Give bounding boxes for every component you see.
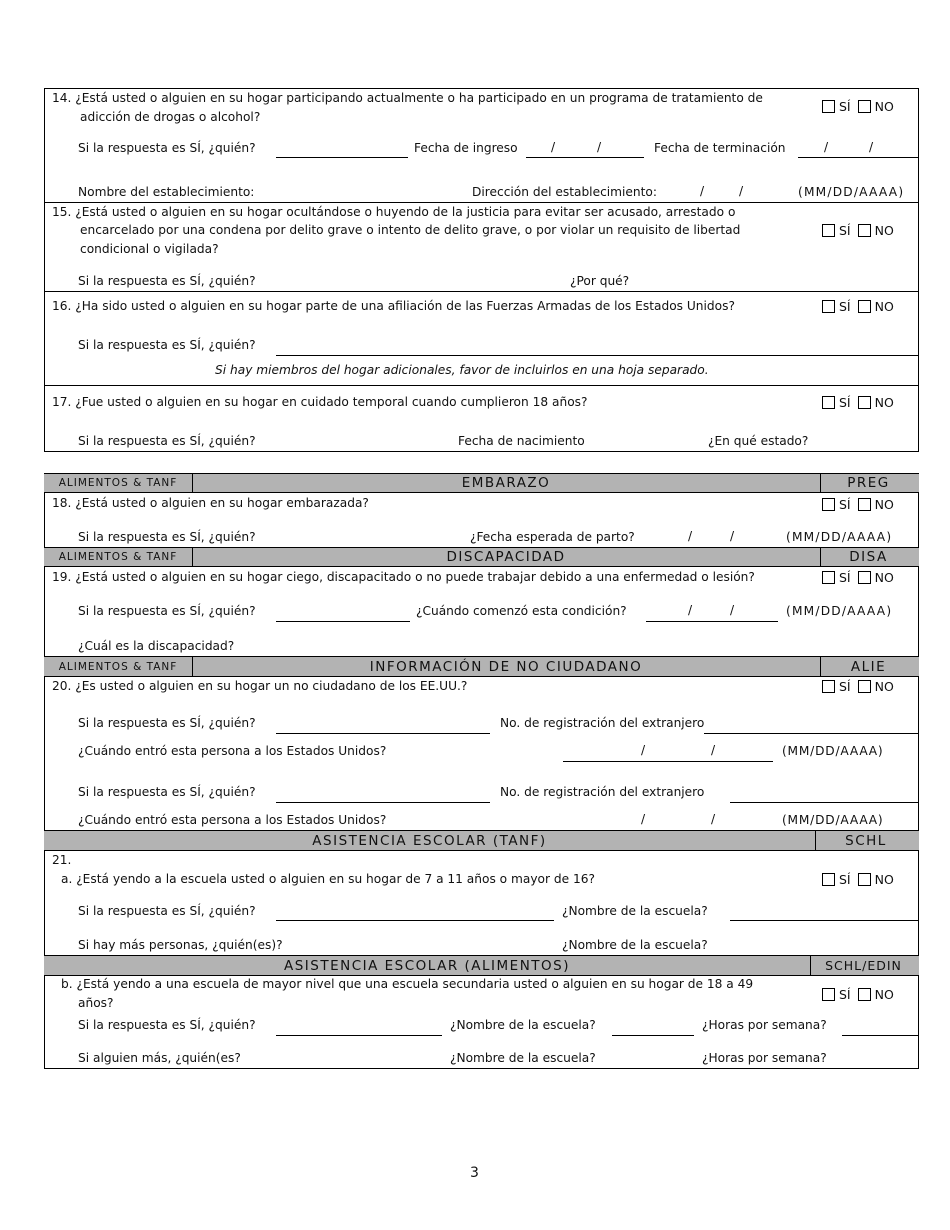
- q14-yes-no: SÍ NO: [822, 99, 894, 114]
- q21b-hours-field[interactable]: [842, 1035, 918, 1036]
- no-checkbox[interactable]: [858, 224, 871, 237]
- q21a-school-label: ¿Nombre de la escuela?: [562, 904, 708, 918]
- q21b-hours-label: ¿Horas por semana?: [702, 1018, 827, 1032]
- bar-divider: [820, 473, 821, 493]
- yes-checkbox[interactable]: [822, 100, 835, 113]
- bar-divider: [820, 547, 821, 567]
- date-slash: /: [551, 140, 556, 154]
- q19-who-label: Si la respuesta es SÍ, ¿quién?: [78, 604, 256, 618]
- section-header-alie: [44, 656, 919, 677]
- date-format: (MM/DD/AAAA): [786, 530, 893, 544]
- divider: [44, 291, 919, 292]
- q19-since-label: ¿Cuándo comenzó esta condición?: [416, 604, 627, 618]
- q20-who-field[interactable]: [276, 733, 490, 734]
- yes-checkbox[interactable]: [822, 300, 835, 313]
- date-format: (MM/DD/AAAA): [782, 744, 884, 758]
- q16-additional-note: Si hay miembros del hogar adicionales, favor de incluirlos en una hoja separado.: [215, 363, 709, 377]
- q21a-more-label: Si hay más personas, ¿quién(es)?: [78, 938, 283, 952]
- q20-question: 20. ¿Es usted o alguien en su hogar un no ciudadano de los EE.UU.?: [52, 679, 468, 693]
- q21b-hours-label-2: ¿Horas por semana?: [702, 1051, 827, 1065]
- q20-alien-reg-label: No. de registración del extranjero: [500, 716, 705, 730]
- q20-entered-label-2: ¿Cuándo entró esta persona a los Estados Unidos?: [78, 813, 387, 827]
- section-title: ASISTENCIA ESCOLAR (ALIMENTOS): [283, 957, 571, 974]
- q21b-question: b. ¿Está yendo a una escuela de mayor nivel que una escuela secundaria usted o alguien en su hogar de 18 a 49: [61, 977, 754, 991]
- q21a-question: a. ¿Está yendo a la escuela usted o alguien en su hogar de 7 a 11 años o mayor de 16?: [61, 872, 595, 886]
- date-slash: /: [711, 812, 716, 826]
- q20-entered-label: ¿Cuándo entró esta persona a los Estados Unidos?: [78, 744, 387, 758]
- q21a-who-label: Si la respuesta es SÍ, ¿quién?: [78, 904, 256, 918]
- bar-divider: [820, 656, 821, 677]
- q19-since-field[interactable]: [646, 621, 778, 622]
- date-slash: /: [711, 743, 716, 757]
- yes-checkbox[interactable]: [822, 571, 835, 584]
- date-slash: /: [730, 529, 735, 543]
- q15-who-label: Si la respuesta es SÍ, ¿quién?: [78, 274, 256, 288]
- q15-why-label: ¿Por qué?: [570, 274, 630, 288]
- page-number: 3: [470, 1165, 479, 1181]
- q14-facility-name-label: Nombre del establecimiento:: [78, 185, 255, 199]
- q21b-someone-label: Si alguien más, ¿quién(es?: [78, 1051, 241, 1065]
- date-slash: /: [597, 140, 602, 154]
- no-checkbox[interactable]: [858, 680, 871, 693]
- q16-yes-no: SÍ NO: [822, 299, 894, 314]
- q18-yes-no: SÍ NO: [822, 497, 894, 512]
- bar-divider: [815, 830, 816, 851]
- q14-entry-date-field[interactable]: [526, 157, 644, 158]
- section-code: SCHL/EDIN: [825, 958, 902, 973]
- bar-divider: [192, 473, 193, 493]
- date-slash: /: [688, 529, 693, 543]
- q20-alien-reg-field[interactable]: [704, 733, 918, 734]
- q21b-school-label: ¿Nombre de la escuela?: [450, 1018, 596, 1032]
- yes-checkbox[interactable]: [822, 224, 835, 237]
- q15-yes-no: SÍ NO: [822, 223, 894, 238]
- q19-who-field[interactable]: [276, 621, 410, 622]
- q15-question: 15. ¿Está usted o alguien en su hogar ocultándose o huyendo de la justicia para evitar ser acusado, arrestado o: [52, 205, 736, 219]
- q17-birth-date-label: Fecha de nacimiento: [458, 434, 585, 448]
- q14-who-field[interactable]: [276, 157, 408, 158]
- no-checkbox[interactable]: [858, 988, 871, 1001]
- section-header-schl: [44, 830, 919, 851]
- divider: [44, 385, 919, 386]
- date-slash: /: [641, 812, 646, 826]
- no-checkbox[interactable]: [858, 873, 871, 886]
- q14-entry-date-label: Fecha de ingreso: [414, 141, 518, 155]
- section-title: ASISTENCIA ESCOLAR (TANF): [312, 832, 547, 849]
- bar-divider: [192, 656, 193, 677]
- section-title: DISCAPACIDAD: [446, 549, 566, 565]
- q15-question-cont: encarcelado por una condena por delito grave o intento de delito grave, o por violar un requisito de libertad: [80, 223, 741, 237]
- no-checkbox[interactable]: [858, 300, 871, 313]
- section-title: INFORMACIÓN DE NO CIUDADANO: [369, 658, 643, 675]
- yes-checkbox[interactable]: [822, 498, 835, 511]
- q14-question-cont: adicción de drogas o alcohol?: [80, 110, 261, 124]
- section-header-disa: [44, 547, 919, 567]
- q17-question: 17. ¿Fue usted o alguien en su hogar en cuidado temporal cuando cumplieron 18 años?: [52, 395, 588, 409]
- q20-who-field-2[interactable]: [276, 802, 490, 803]
- section-header-preg: [44, 473, 919, 493]
- date-slash: /: [700, 184, 705, 198]
- yes-checkbox[interactable]: [822, 873, 835, 886]
- program-label: ALIMENTOS & TANF: [58, 551, 178, 563]
- q16-who-label: Si la respuesta es SÍ, ¿quién?: [78, 338, 256, 352]
- q21b-question-cont: años?: [78, 996, 114, 1010]
- q20-yes-no: SÍ NO: [822, 679, 894, 694]
- q21b-yes-no: SÍ NO: [822, 987, 894, 1002]
- no-checkbox[interactable]: [858, 498, 871, 511]
- q14-end-date-field[interactable]: [798, 157, 918, 158]
- q21-number: 21.: [52, 853, 72, 867]
- q16-question: 16. ¿Ha sido usted o alguien en su hogar parte de una afiliación de las Fuerzas Armadas de los Estados Unidos?: [52, 299, 735, 313]
- no-checkbox[interactable]: [858, 396, 871, 409]
- no-checkbox[interactable]: [858, 571, 871, 584]
- divider: [44, 202, 919, 203]
- q20-who-label: Si la respuesta es SÍ, ¿quién?: [78, 716, 256, 730]
- q15-question-cont: condicional o vigilada?: [80, 242, 219, 256]
- q18-due-date-label: ¿Fecha esperada de parto?: [470, 530, 635, 544]
- program-label: ALIMENTOS & TANF: [58, 660, 178, 673]
- q17-yes-no: SÍ NO: [822, 395, 894, 410]
- q14-end-date-label: Fecha de terminación: [654, 141, 786, 155]
- q14-question: 14. ¿Está usted o alguien en su hogar participando actualmente o ha participado en un programa de tratamiento de: [52, 91, 763, 105]
- date-slash: /: [641, 743, 646, 757]
- date-slash: /: [824, 140, 829, 154]
- date-slash: /: [688, 603, 693, 617]
- q16-who-field[interactable]: [276, 355, 918, 356]
- q17-who-label: Si la respuesta es SÍ, ¿quién?: [78, 434, 256, 448]
- q21b-who-field[interactable]: [276, 1035, 442, 1036]
- q20-alien-reg-label-2: No. de registración del extranjero: [500, 785, 705, 799]
- q21b-who-label: Si la respuesta es SÍ, ¿quién?: [78, 1018, 256, 1032]
- q17-state-label: ¿En qué estado?: [708, 434, 809, 448]
- q14-facility-address-label: Dirección del establecimiento:: [472, 185, 657, 199]
- q14-who-label: Si la respuesta es SÍ, ¿quién?: [78, 141, 256, 155]
- q21b-school-label-2: ¿Nombre de la escuela?: [450, 1051, 596, 1065]
- q19-question: 19. ¿Está usted o alguien en su hogar ciego, discapacitado o no puede trabajar debido a una enfermedad o lesión?: [52, 570, 755, 584]
- section-code: SCHL: [845, 832, 887, 849]
- q19-which-label: ¿Cuál es la discapacidad?: [78, 639, 235, 653]
- yes-checkbox[interactable]: [822, 680, 835, 693]
- yes-checkbox[interactable]: [822, 396, 835, 409]
- q20-who-label-2: Si la respuesta es SÍ, ¿quién?: [78, 785, 256, 799]
- date-format: (MM/DD/AAAA): [786, 604, 893, 618]
- no-checkbox[interactable]: [858, 100, 871, 113]
- section-code: DISA: [849, 549, 888, 565]
- q21a-yes-no: SÍ NO: [822, 872, 894, 887]
- q19-yes-no: SÍ NO: [822, 570, 894, 585]
- yes-checkbox[interactable]: [822, 988, 835, 1001]
- date-slash: /: [869, 140, 874, 154]
- date-format: (MM/DD/AAAA): [798, 185, 905, 199]
- section-code: PREG: [847, 475, 890, 491]
- date-slash: /: [739, 184, 744, 198]
- date-format: (MM/DD/AAAA): [782, 813, 884, 827]
- q21a-school-label-2: ¿Nombre de la escuela?: [562, 938, 708, 952]
- q18-question: 18. ¿Está usted o alguien en su hogar embarazada?: [52, 496, 369, 510]
- section-header-edin: [44, 955, 919, 976]
- date-slash: /: [730, 603, 735, 617]
- q20-alien-reg-field-2[interactable]: [730, 802, 918, 803]
- program-label: ALIMENTOS & TANF: [58, 477, 178, 489]
- bar-divider: [810, 955, 811, 976]
- q20-entered-field[interactable]: [563, 761, 773, 762]
- q18-who-label: Si la respuesta es SÍ, ¿quién?: [78, 530, 256, 544]
- section-title: EMBARAZO: [461, 475, 551, 491]
- q21a-school-field[interactable]: [730, 920, 918, 921]
- q21b-school-field[interactable]: [612, 1035, 694, 1036]
- bar-divider: [192, 547, 193, 567]
- section-code: ALIE: [850, 658, 887, 675]
- q21a-who-field[interactable]: [276, 920, 554, 921]
